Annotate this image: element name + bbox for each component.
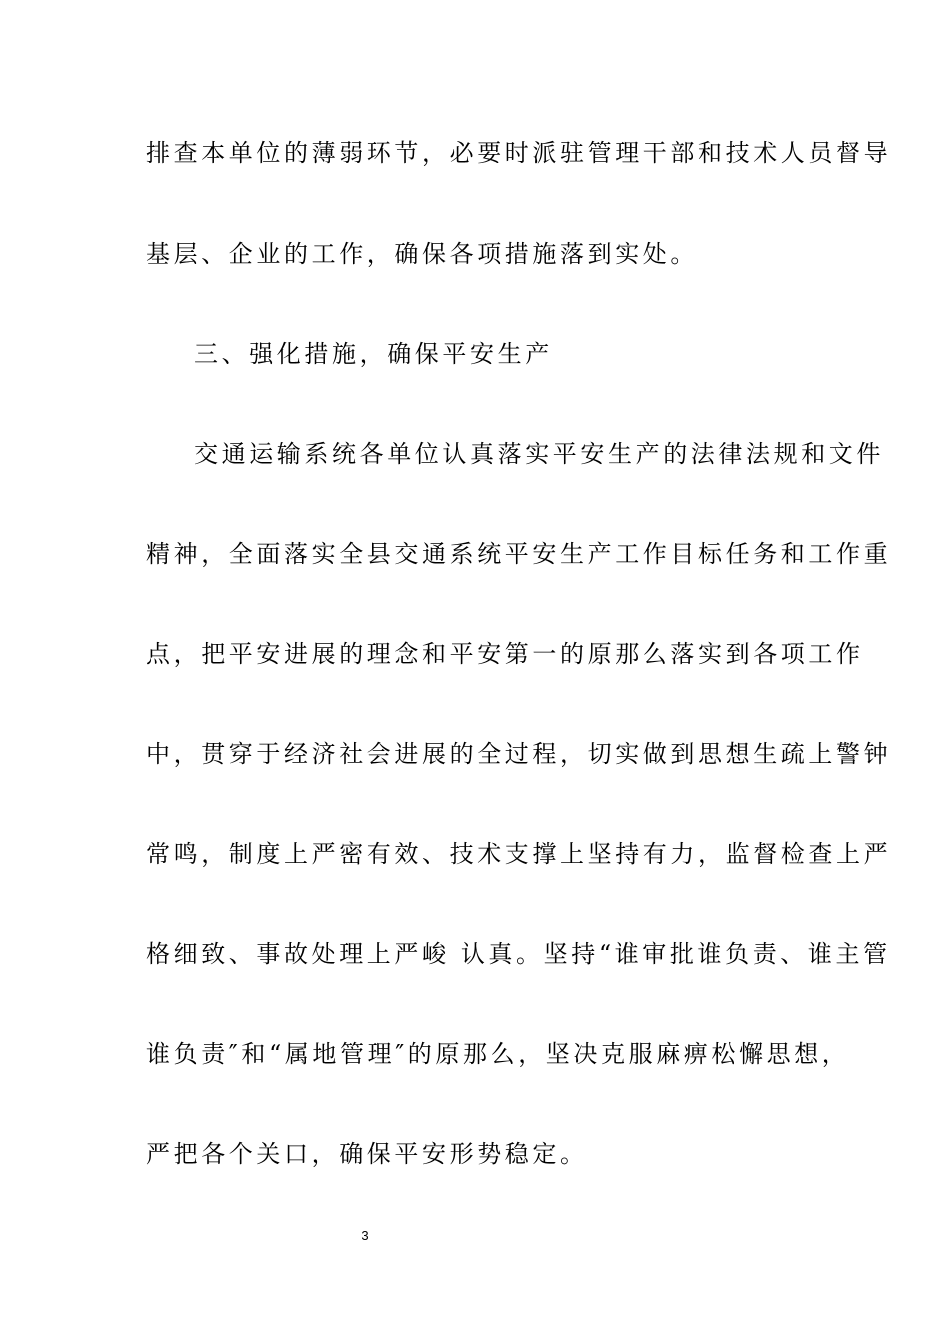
- section-heading: 三、强化措施，确保平安生产: [194, 340, 553, 368]
- paragraph-first-line: 交通运输系统各单位认真落实平安生产的法律法规和文件: [194, 440, 884, 468]
- text-line: 谁负责″和“属地管理″的原那么，坚决克服麻痹松懈思想，: [146, 1040, 850, 1068]
- text-line: 点，把平安进展的理念和平安第一的原那么落实到各项工作: [146, 640, 864, 668]
- text-line: 排查本单位的薄弱环节，必要时派驻管理干部和技术人员督导: [146, 139, 892, 167]
- page-number: 3: [361, 1228, 369, 1243]
- text-line: 中，贯穿于经济社会进展的全过程，切实做到思想生疏上警钟: [146, 740, 892, 768]
- text-line: 严把各个关口，确保平安形势稳定。: [146, 1140, 588, 1168]
- text-line: 常鸣，制度上严密有效、技术支撑上坚持有力，监督检查上严: [146, 840, 892, 868]
- text-line: 格细致、事故处理上严峻 认真。坚持“谁审批谁负责、谁主管: [146, 940, 891, 968]
- text-line: 精神，全面落实全县交通系统平安生产工作目标任务和工作重: [146, 540, 892, 568]
- text-line: 基层、企业的工作，确保各项措施落到实处。: [146, 240, 698, 268]
